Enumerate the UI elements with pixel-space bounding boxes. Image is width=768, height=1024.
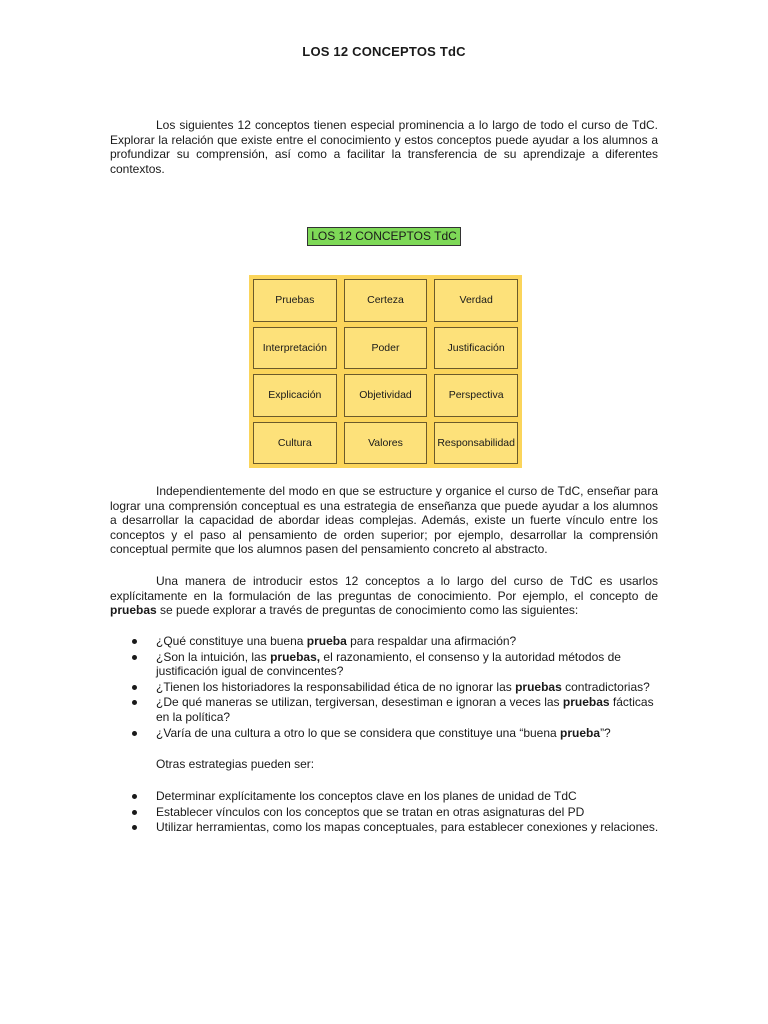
- other-strategies-label: Otras estrategias pueden ser:: [156, 757, 315, 771]
- bullet-icon: [132, 655, 137, 660]
- intro-paragraph: [110, 118, 658, 176]
- list-item: Establecer vínculos con los conceptos que se tratan en otras asignaturas del PD: [132, 805, 662, 820]
- concept-cell: Justificación: [434, 327, 518, 370]
- paragraph3-bold: pruebas: [110, 603, 157, 618]
- questions-list: [132, 634, 662, 741]
- concept-cell: Certeza: [344, 279, 428, 322]
- concept-cell: Interpretación: [253, 327, 337, 370]
- paragraph3-after: se puede explorar a través de preguntas de conocimiento como las siguientes:: [156, 603, 579, 618]
- paragraph2-text: Independientemente del modo en que se estructure y organice el curso de TdC, enseñar para lograr una comprensión conceptual es una estrategia de enseñanza que puede ayudar a los alumnos a desarrollar la capacidad de abordar ideas complejas. Además, existe un fuerte vínculo entre los conceptos y el paso al pensamiento de orden superior; por ejemplo, desarrollar la comprensión conceptual permite que los alumnos pasen del pensamiento concreto al abstracto.: [110, 484, 658, 557]
- list-item: Determinar explícitamente los conceptos clave en los planes de unidad de TdC: [132, 789, 662, 804]
- list-item: ¿Varía de una cultura a otro lo que se considera que constituye una “buena prueba”?: [132, 726, 662, 741]
- paragraph3-before: Una manera de introducir estos 12 conceptos a lo largo del curso de TdC es usarlos explícitamente en la formulación de las preguntas de conocimiento. Por ejemplo, el concepto de: [110, 574, 658, 603]
- bullet-icon: [132, 731, 137, 736]
- concepts-heading: LOS 12 CONCEPTOS TdC: [307, 227, 461, 246]
- list-item: Utilizar herramientas, como los mapas conceptuales, para establecer conexiones y relaciones.: [132, 820, 662, 835]
- concept-cell: Explicación: [253, 374, 337, 417]
- list-item: ¿Qué constituye una buena prueba para respaldar una afirmación?: [132, 634, 662, 649]
- concept-cell: Pruebas: [253, 279, 337, 322]
- list-item: ¿Son la intuición, las pruebas, el razonamiento, el consenso y la autoridad métodos de justificación igual de convincentes?: [132, 650, 662, 679]
- page-title: LOS 12 CONCEPTOS TdC: [302, 44, 466, 59]
- concepts-grid: [249, 275, 522, 468]
- bullet-icon: [132, 700, 137, 705]
- list-item: ¿Tienen los historiadores la responsabilidad ética de no ignorar las pruebas contradictorias?: [132, 680, 662, 695]
- list-item: ¿De qué maneras se utilizan, tergiversan, desestiman e ignoran a veces las pruebas fácticas en la política?: [132, 695, 662, 724]
- concept-cell: Objetividad: [344, 374, 428, 417]
- concept-cell: Poder: [344, 327, 428, 370]
- paragraph-knowledge-questions: [110, 574, 658, 618]
- concept-cell: Cultura: [253, 422, 337, 465]
- concept-cell: Responsabilidad: [434, 422, 518, 465]
- strategies-list: [132, 789, 662, 836]
- bullet-icon: [132, 825, 137, 830]
- bullet-icon: [132, 685, 137, 690]
- intro-text: Los siguientes 12 conceptos tienen especial prominencia a lo largo de todo el curso de TdC. Explorar la relación que existe entre el conocimiento y estos conceptos puede ayudar a los alumnos a profundizar su comprensión, así como a facilitar la transferencia de su aprendizaje a diferentes contextos.: [110, 118, 658, 176]
- concept-cell: Verdad: [434, 279, 518, 322]
- bullet-icon: [132, 794, 137, 799]
- paragraph-conceptual-understanding: [110, 484, 658, 557]
- bullet-icon: [132, 639, 137, 644]
- bullet-icon: [132, 810, 137, 815]
- concept-cell: Perspectiva: [434, 374, 518, 417]
- concept-cell: Valores: [344, 422, 428, 465]
